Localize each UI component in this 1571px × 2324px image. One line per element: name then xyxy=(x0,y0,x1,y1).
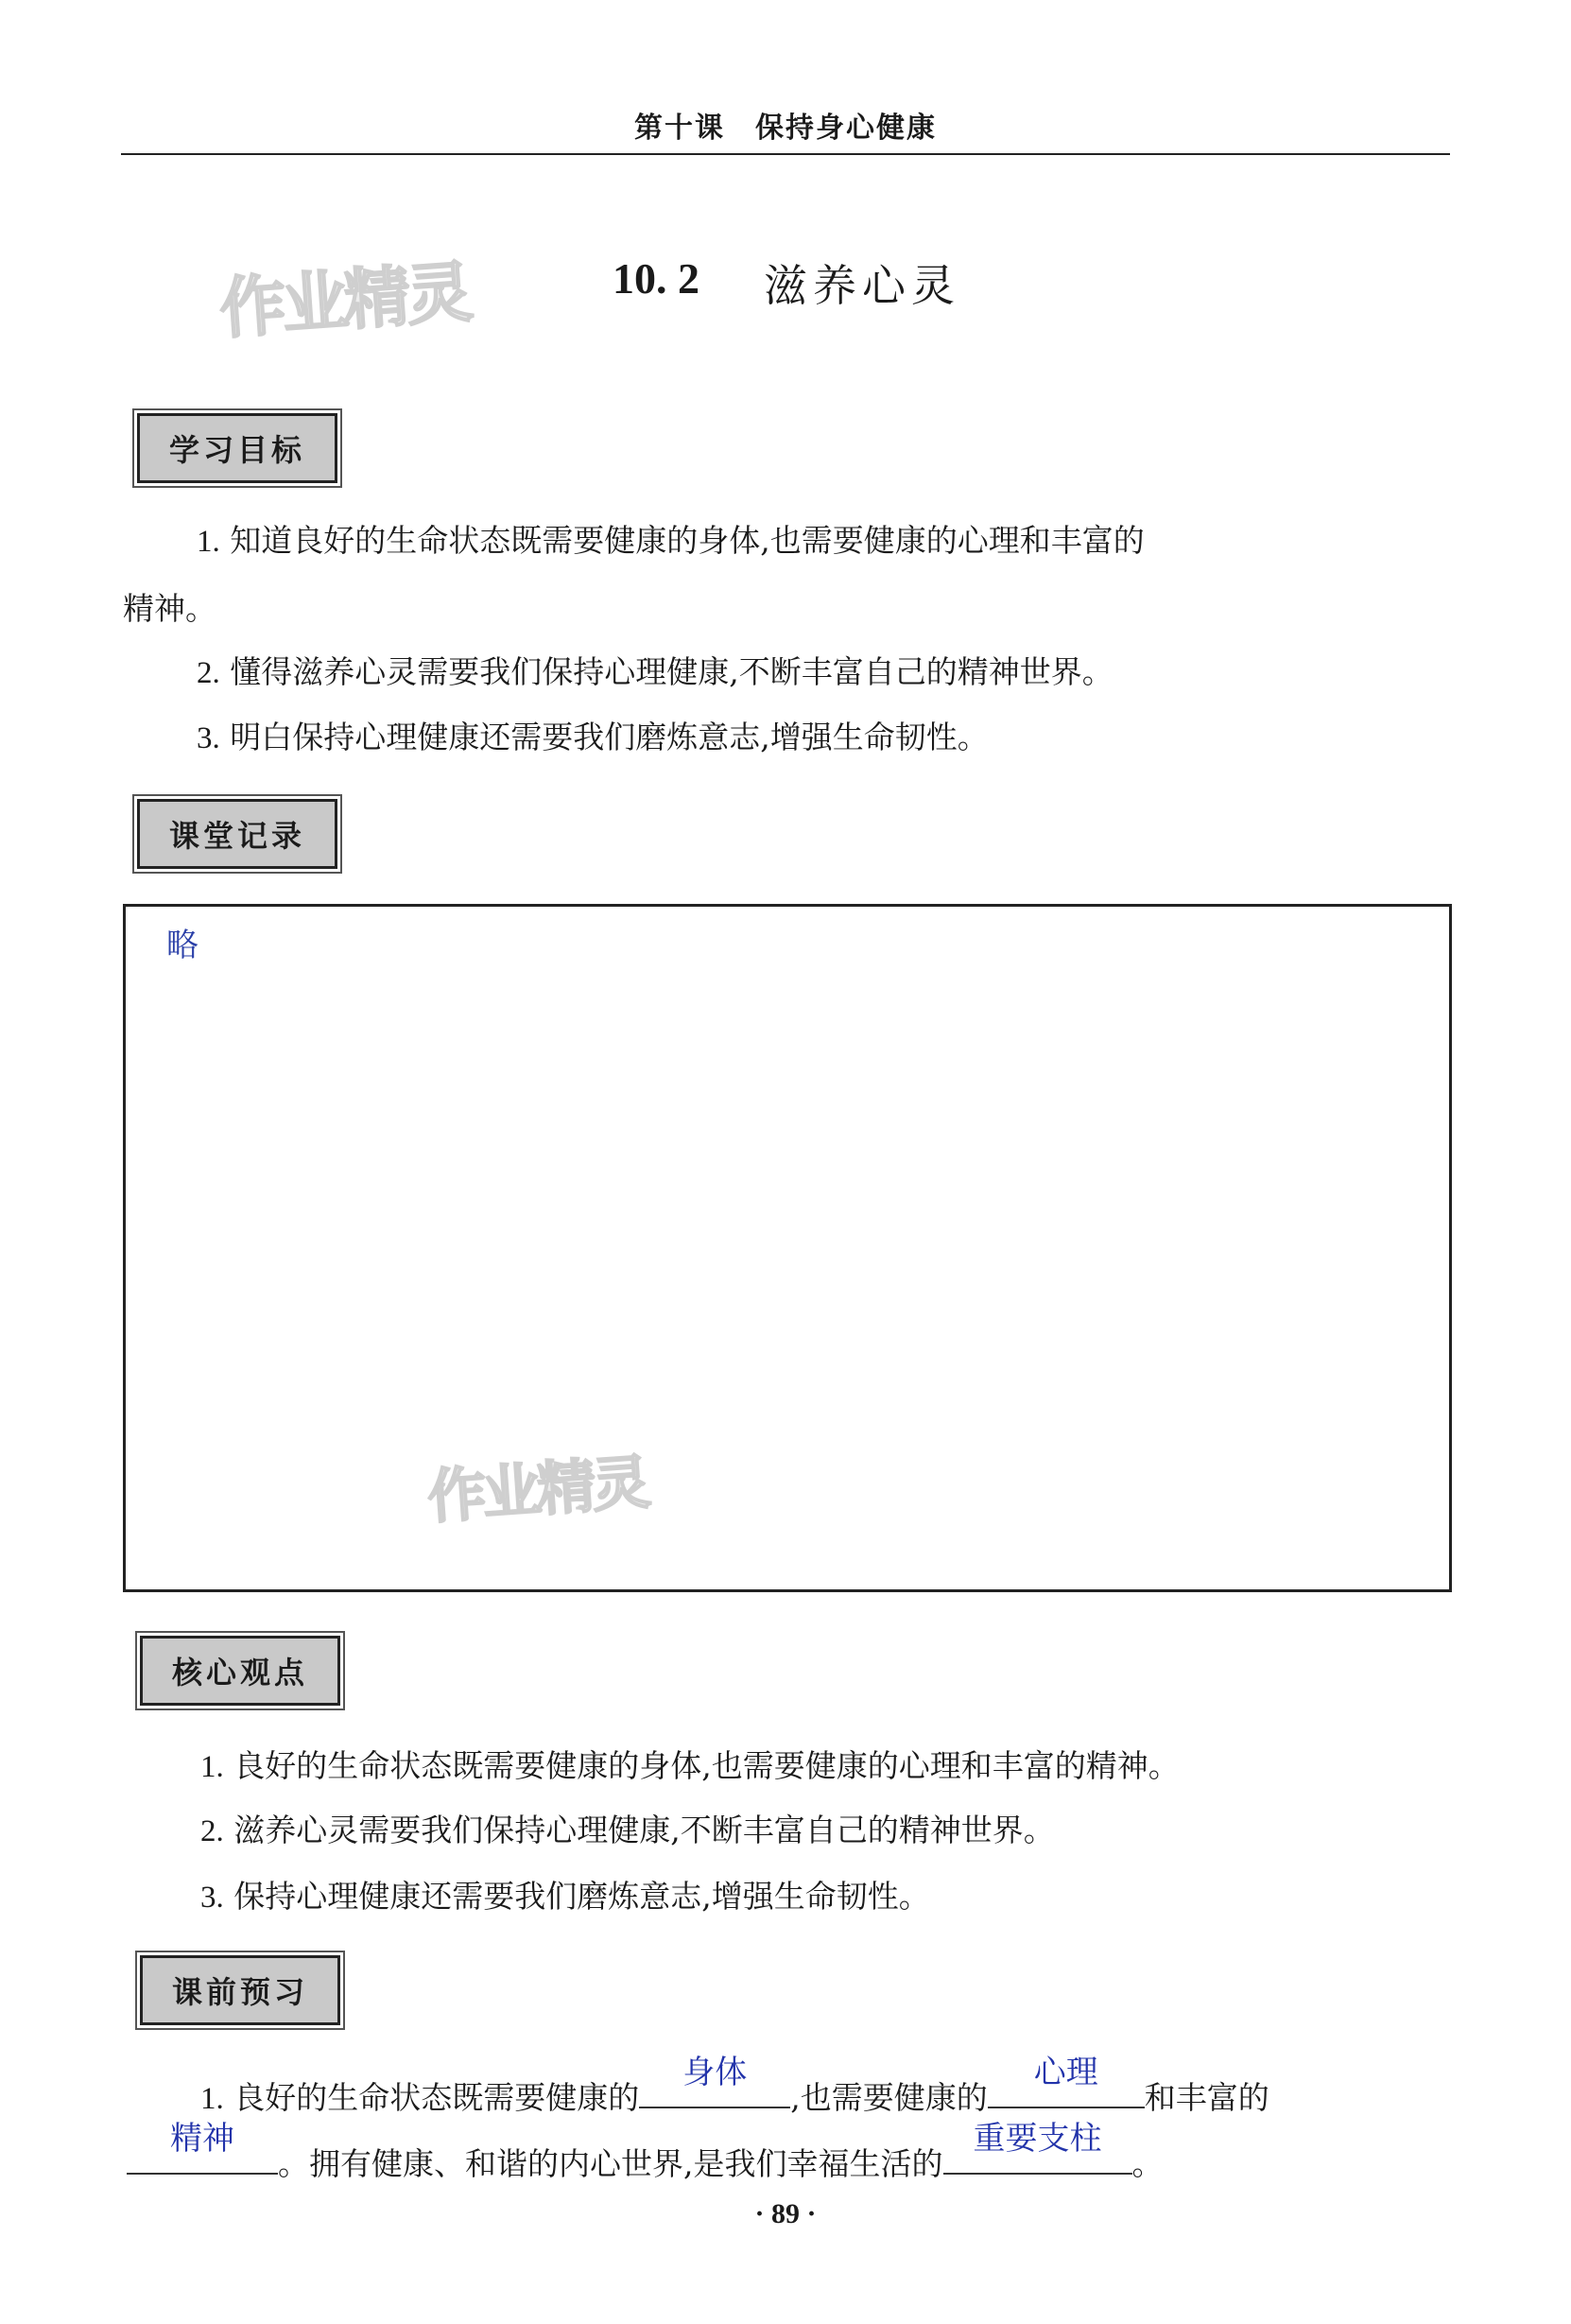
watermark: 作业精灵 xyxy=(216,252,472,349)
question-text: 良好的生命状态既需要健康的 xyxy=(233,2079,640,2116)
question-text: ,也需要健康的 xyxy=(790,2079,988,2116)
label-key-points: 核心观点 xyxy=(140,1636,340,1706)
question-text: 。 xyxy=(1131,2145,1164,2182)
objective-item-1-cont: 精神。 xyxy=(123,590,216,627)
record-note: 略 xyxy=(166,927,199,964)
header-rule xyxy=(121,153,1450,155)
item-text: 知道良好的生命状态既需要健康的身体,也需要健康的心理和丰富的 xyxy=(230,522,1145,559)
label-record: 课堂记录 xyxy=(137,799,337,869)
label-preview: 课前预习 xyxy=(140,1955,340,2025)
answer-blank-4[interactable] xyxy=(943,2120,1132,2175)
running-header: 第十课 保持身心健康 xyxy=(634,112,937,145)
question-text: 。拥有健康、和谐的内心世界,是我们幸福生活的 xyxy=(278,2145,943,2182)
watermark: 作业精灵 xyxy=(425,1447,649,1532)
item-number: 2. xyxy=(197,656,220,690)
section-number: 10. 2 xyxy=(613,254,699,303)
objective-item-1 xyxy=(197,522,1145,561)
item-number: 1. xyxy=(197,525,220,559)
item-number: 2. xyxy=(200,1814,224,1848)
key-point-1 xyxy=(200,1747,1180,1786)
item-text: 保持心理健康还需要我们磨炼意志,增强生命韧性。 xyxy=(233,1878,930,1915)
answer-text: 身体 xyxy=(682,2054,748,2091)
item-number: 1. xyxy=(200,1750,224,1784)
record-box xyxy=(123,904,1452,1592)
answer-blank-3[interactable] xyxy=(127,2120,278,2175)
objective-item-3 xyxy=(197,719,989,757)
key-point-3 xyxy=(200,1878,930,1916)
item-text: 滋养心灵需要我们保持心理健康,不断丰富自己的精神世界。 xyxy=(233,1812,1055,1848)
answer-text: 心理 xyxy=(1033,2054,1098,2091)
label-objectives: 学习目标 xyxy=(137,413,337,483)
answer-blank-1[interactable] xyxy=(639,2054,790,2108)
key-point-2 xyxy=(200,1812,1055,1850)
answer-blank-2[interactable] xyxy=(988,2054,1145,2108)
item-text: 明白保持心理健康还需要我们磨炼意志,增强生命韧性。 xyxy=(230,719,989,755)
item-text: 良好的生命状态既需要健康的身体,也需要健康的心理和丰富的精神。 xyxy=(233,1747,1180,1784)
item-text: 懂得滋养心灵需要我们保持心理健康,不断丰富自己的精神世界。 xyxy=(230,653,1114,690)
preview-question-1 xyxy=(200,2054,1269,2118)
item-number: 1. xyxy=(200,2082,224,2116)
objective-item-2 xyxy=(197,653,1114,692)
page-number: · 89 · xyxy=(754,2198,817,2229)
answer-text: 重要支柱 xyxy=(973,2120,1102,2158)
preview-question-1-cont xyxy=(127,2120,1164,2183)
section-title: 滋养心灵 xyxy=(764,260,960,311)
answer-text: 精神 xyxy=(170,2120,234,2158)
question-text: 和丰富的 xyxy=(1144,2079,1269,2116)
item-number: 3. xyxy=(200,1881,224,1915)
item-number: 3. xyxy=(197,721,220,755)
